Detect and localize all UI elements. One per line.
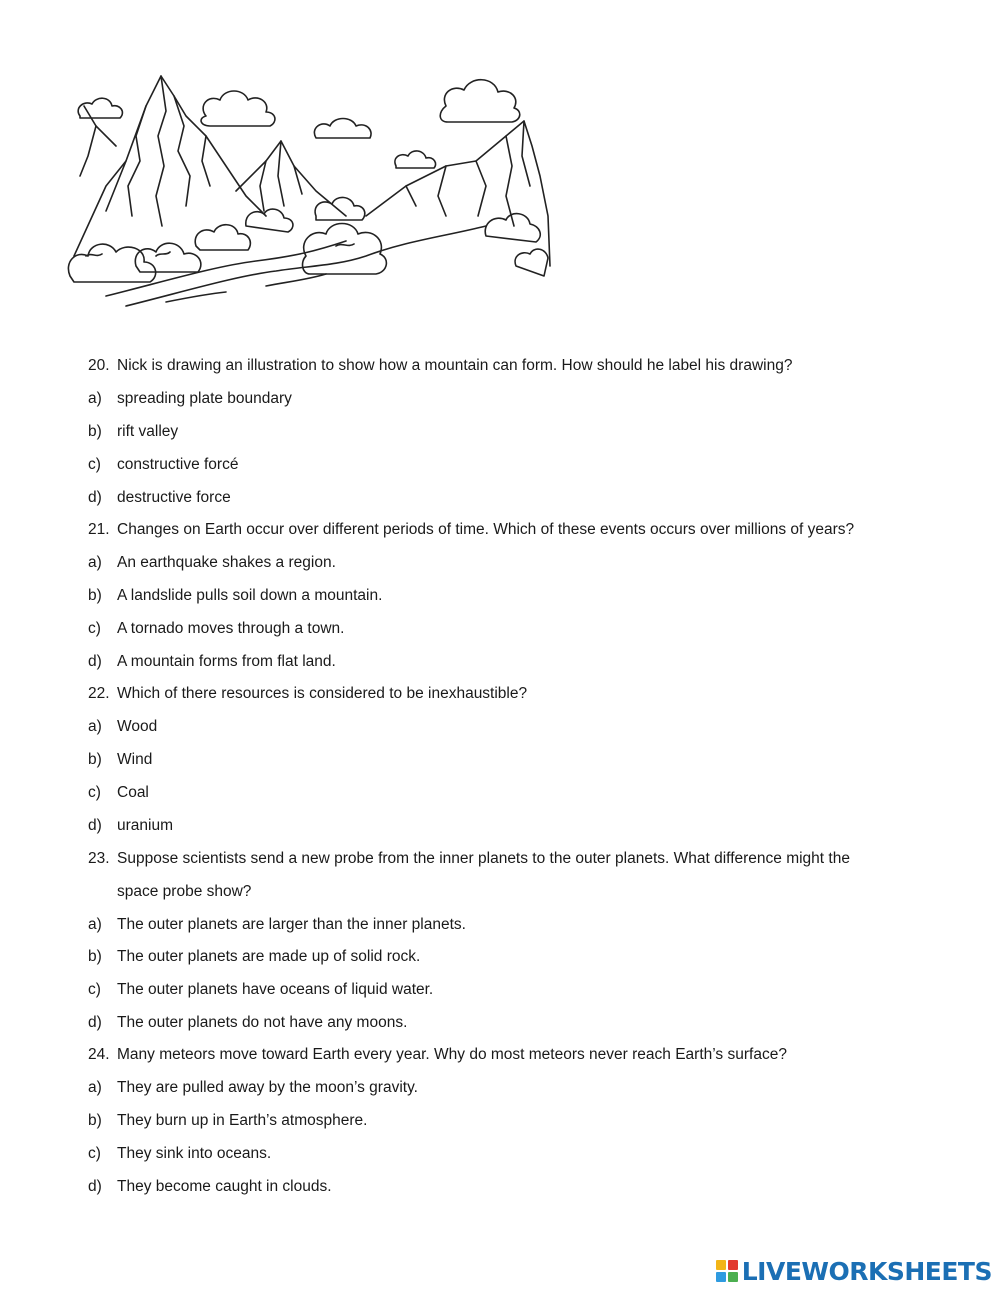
option-24-b[interactable] bbox=[88, 1111, 367, 1131]
question-24 bbox=[88, 1045, 787, 1065]
question-text: Suppose scientists send a new probe from the inner planets to the outer planets. What difference might the bbox=[117, 850, 850, 867]
option-text: destructive force bbox=[117, 489, 231, 506]
option-text: They are pulled away by the moon’s gravity. bbox=[117, 1079, 418, 1096]
option-letter: b) bbox=[88, 948, 102, 965]
question-22 bbox=[88, 684, 527, 704]
option-letter: d) bbox=[88, 653, 102, 670]
mountain-range-right bbox=[366, 121, 550, 266]
option-24-a[interactable] bbox=[88, 1078, 418, 1098]
option-letter: d) bbox=[88, 1014, 102, 1031]
option-23-b[interactable] bbox=[88, 947, 420, 967]
question-text: space probe show? bbox=[117, 883, 252, 900]
option-21-c[interactable] bbox=[88, 619, 344, 639]
option-text: The outer planets have oceans of liquid water. bbox=[117, 981, 434, 998]
option-21-d[interactable] bbox=[88, 652, 336, 672]
option-letter: d) bbox=[88, 1178, 102, 1195]
question-number: 23. bbox=[88, 850, 110, 867]
option-text: The outer planets are larger than the inner planets. bbox=[117, 916, 466, 933]
option-20-b[interactable] bbox=[88, 422, 178, 442]
option-text: spreading plate boundary bbox=[117, 390, 292, 407]
option-text: The outer planets do not have any moons. bbox=[117, 1014, 408, 1031]
option-letter: a) bbox=[88, 390, 102, 407]
option-letter: c) bbox=[88, 981, 101, 998]
cloud-illustration bbox=[78, 80, 520, 168]
option-letter: a) bbox=[88, 1079, 102, 1096]
option-text: constructive forcé bbox=[117, 456, 239, 473]
option-text: A mountain forms from flat land. bbox=[117, 653, 336, 670]
option-24-c[interactable] bbox=[88, 1144, 271, 1164]
option-letter: b) bbox=[88, 1112, 102, 1129]
option-letter: c) bbox=[88, 1145, 101, 1162]
question-number: 22. bbox=[88, 685, 110, 702]
option-text: An earthquake shakes a region. bbox=[117, 554, 336, 571]
option-20-c[interactable] bbox=[88, 455, 238, 475]
option-21-b[interactable] bbox=[88, 586, 382, 606]
option-22-a[interactable] bbox=[88, 717, 157, 737]
option-20-a[interactable] bbox=[88, 389, 292, 409]
option-letter: c) bbox=[88, 784, 101, 801]
option-letter: a) bbox=[88, 916, 102, 933]
question-number: 20. bbox=[88, 357, 110, 374]
question-20 bbox=[88, 356, 792, 376]
option-letter: d) bbox=[88, 817, 102, 834]
bushes-illustration bbox=[68, 197, 548, 282]
logo-block bbox=[716, 1272, 726, 1282]
option-text: They sink into oceans. bbox=[117, 1145, 272, 1162]
mountain-illustration bbox=[66, 66, 552, 316]
option-text: Coal bbox=[117, 784, 149, 801]
option-letter: a) bbox=[88, 718, 102, 735]
mountain-peak-middle bbox=[236, 141, 346, 216]
question-text: Nick is drawing an illustration to show how a mountain can form. How should he label his drawing? bbox=[117, 357, 793, 374]
option-text: A tornado moves through a town. bbox=[117, 620, 345, 637]
option-21-a[interactable] bbox=[88, 553, 336, 573]
brand-name: LIVEWORKSHEETS bbox=[741, 1256, 992, 1286]
option-24-d[interactable] bbox=[88, 1177, 332, 1197]
question-21 bbox=[88, 520, 854, 540]
option-letter: b) bbox=[88, 587, 102, 604]
option-23-a[interactable] bbox=[88, 915, 466, 935]
option-22-b[interactable] bbox=[88, 750, 152, 770]
option-22-c[interactable] bbox=[88, 783, 149, 803]
option-letter: a) bbox=[88, 554, 102, 571]
mountain-peak-large bbox=[74, 76, 266, 256]
logo-block bbox=[728, 1260, 738, 1270]
question-text: Changes on Earth occur over different periods of time. Which of these events occurs over millions of years? bbox=[117, 521, 855, 538]
option-text: uranium bbox=[117, 817, 173, 834]
question-23 bbox=[88, 849, 850, 869]
logo-block bbox=[728, 1272, 738, 1282]
option-letter: d) bbox=[88, 489, 102, 506]
option-text: Wood bbox=[117, 718, 158, 735]
option-text: The outer planets are made up of solid rock. bbox=[117, 948, 421, 965]
option-letter: b) bbox=[88, 423, 102, 440]
logo-blocks-icon bbox=[716, 1260, 738, 1282]
question-number: 24. bbox=[88, 1046, 110, 1063]
question-number: 21. bbox=[88, 521, 110, 538]
river-illustration bbox=[106, 226, 486, 306]
option-letter: b) bbox=[88, 751, 102, 768]
option-text: A landslide pulls soil down a mountain. bbox=[117, 587, 383, 604]
option-text: rift valley bbox=[117, 423, 179, 440]
option-22-d[interactable] bbox=[88, 816, 173, 836]
option-23-c[interactable] bbox=[88, 980, 433, 1000]
option-letter: c) bbox=[88, 456, 101, 473]
option-letter: c) bbox=[88, 620, 101, 637]
question-text: Many meteors move toward Earth every year. Why do most meteors never reach Earth’s surface? bbox=[117, 1046, 787, 1063]
option-20-d[interactable] bbox=[88, 488, 231, 508]
option-text: Wind bbox=[117, 751, 153, 768]
question-23-continued bbox=[88, 882, 251, 902]
option-23-d[interactable] bbox=[88, 1013, 407, 1033]
option-text: They burn up in Earth’s atmosphere. bbox=[117, 1112, 368, 1129]
question-text: Which of there resources is considered to be inexhaustible? bbox=[117, 685, 528, 702]
liveworksheets-logo[interactable] bbox=[716, 1256, 992, 1286]
option-text: They become caught in clouds. bbox=[117, 1178, 332, 1195]
logo-block bbox=[716, 1260, 726, 1270]
